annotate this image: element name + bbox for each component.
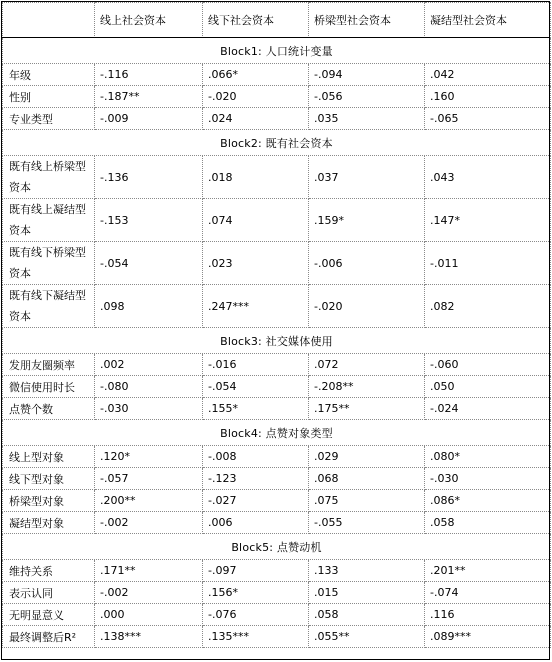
value-cell: -.076 [203, 604, 309, 626]
table-row [3, 512, 551, 534]
row-label: 线下型对象 [3, 468, 95, 490]
value-cell: .058 [425, 512, 551, 534]
value-cell: .135*** [203, 626, 309, 648]
row-label: 既有线上凝结型资本 [3, 199, 95, 242]
value-cell: -.097 [203, 560, 309, 582]
value-cell: .086* [425, 490, 551, 512]
value-cell: .042 [425, 64, 551, 86]
block-header-row [3, 328, 551, 354]
row-label: 最终调整后R² [3, 626, 95, 648]
value-cell: .155* [203, 398, 309, 420]
block-title: Block5: 点赞动机 [3, 534, 551, 560]
value-cell: .160 [425, 86, 551, 108]
value-cell: -.008 [203, 446, 309, 468]
row-label: 年级 [3, 64, 95, 86]
value-cell: -.208** [309, 376, 425, 398]
value-cell: .080* [425, 446, 551, 468]
block-title: Block3: 社交媒体使用 [3, 328, 551, 354]
block-title: Block2: 既有社会资本 [3, 130, 551, 156]
value-cell: .156* [203, 582, 309, 604]
value-cell: .050 [425, 376, 551, 398]
block-header-row [3, 420, 551, 446]
table-row [3, 242, 551, 285]
row-label: 线上型对象 [3, 446, 95, 468]
value-cell: .074 [203, 199, 309, 242]
value-cell: -.030 [425, 468, 551, 490]
row-label: 无明显意义 [3, 604, 95, 626]
value-cell: .133 [309, 560, 425, 582]
block-header-row [3, 534, 551, 560]
value-cell: .058 [309, 604, 425, 626]
value-cell: .055** [309, 626, 425, 648]
table-row [3, 376, 551, 398]
table-row [3, 108, 551, 130]
value-cell: .171** [95, 560, 203, 582]
table-row [3, 354, 551, 376]
value-cell: -.006 [309, 242, 425, 285]
row-label: 专业类型 [3, 108, 95, 130]
value-cell: -.016 [203, 354, 309, 376]
table-row [3, 490, 551, 512]
value-cell: .024 [203, 108, 309, 130]
header-cell-bridging-capital: 桥梁型社会资本 [309, 3, 425, 38]
value-cell: .029 [309, 446, 425, 468]
value-cell: .072 [309, 354, 425, 376]
value-cell: .098 [95, 285, 203, 328]
value-cell: -.074 [425, 582, 551, 604]
value-cell: .015 [309, 582, 425, 604]
table-row [3, 398, 551, 420]
value-cell: .035 [309, 108, 425, 130]
value-cell: -.080 [95, 376, 203, 398]
row-label: 维持关系 [3, 560, 95, 582]
row-label: 既有线下凝结型资本 [3, 285, 95, 328]
header-row [3, 3, 551, 38]
value-cell: -.030 [95, 398, 203, 420]
value-cell: .002 [95, 354, 203, 376]
value-cell: .175** [309, 398, 425, 420]
table-row [3, 626, 551, 648]
block-header-row [3, 130, 551, 156]
value-cell: .068 [309, 468, 425, 490]
value-cell: -.054 [203, 376, 309, 398]
block-header-row [3, 38, 551, 64]
value-cell: .120* [95, 446, 203, 468]
value-cell: -.020 [309, 285, 425, 328]
value-cell: -.060 [425, 354, 551, 376]
value-cell: .200** [95, 490, 203, 512]
value-cell: .037 [309, 156, 425, 199]
table-row [3, 285, 551, 328]
value-cell: .066* [203, 64, 309, 86]
table-row [3, 604, 551, 626]
table-row [3, 156, 551, 199]
value-cell: -.054 [95, 242, 203, 285]
value-cell: .023 [203, 242, 309, 285]
value-cell: -.187** [95, 86, 203, 108]
value-cell: .000 [95, 604, 203, 626]
value-cell: -.123 [203, 468, 309, 490]
row-label: 凝结型对象 [3, 512, 95, 534]
value-cell: .116 [425, 604, 551, 626]
value-cell: .006 [203, 512, 309, 534]
value-cell: -.002 [95, 582, 203, 604]
row-label: 既有线下桥梁型资本 [3, 242, 95, 285]
value-cell: -.094 [309, 64, 425, 86]
table-row [3, 560, 551, 582]
value-cell: .075 [309, 490, 425, 512]
row-label: 微信使用时长 [3, 376, 95, 398]
value-cell: .147* [425, 199, 551, 242]
row-label: 既有线上桥梁型资本 [3, 156, 95, 199]
value-cell: -.056 [309, 86, 425, 108]
header-cell-offline-capital: 线下社会资本 [203, 3, 309, 38]
value-cell: -.009 [95, 108, 203, 130]
value-cell: -.153 [95, 199, 203, 242]
value-cell: -.055 [309, 512, 425, 534]
table-row [3, 86, 551, 108]
value-cell: .247*** [203, 285, 309, 328]
header-cell-online-capital: 线上社会资本 [95, 3, 203, 38]
regression-table [2, 2, 551, 648]
value-cell: -.116 [95, 64, 203, 86]
table-row [3, 64, 551, 86]
table-row [3, 446, 551, 468]
value-cell: .089*** [425, 626, 551, 648]
row-label: 桥梁型对象 [3, 490, 95, 512]
value-cell: -.136 [95, 156, 203, 199]
block-title: Block1: 人口统计变量 [3, 38, 551, 64]
value-cell: .018 [203, 156, 309, 199]
value-cell: -.027 [203, 490, 309, 512]
table-row [3, 468, 551, 490]
header-cell-bonding-capital: 凝结型社会资本 [425, 3, 551, 38]
table-row [3, 199, 551, 242]
value-cell: -.020 [203, 86, 309, 108]
value-cell: .201** [425, 560, 551, 582]
value-cell: -.065 [425, 108, 551, 130]
value-cell: -.011 [425, 242, 551, 285]
value-cell: .159* [309, 199, 425, 242]
row-label: 性别 [3, 86, 95, 108]
value-cell: .043 [425, 156, 551, 199]
row-label: 点赞个数 [3, 398, 95, 420]
row-label: 发朋友圈频率 [3, 354, 95, 376]
value-cell: -.057 [95, 468, 203, 490]
value-cell: .138*** [95, 626, 203, 648]
row-label: 表示认同 [3, 582, 95, 604]
block-title: Block4: 点赞对象类型 [3, 420, 551, 446]
table-row [3, 582, 551, 604]
value-cell: .082 [425, 285, 551, 328]
value-cell: -.024 [425, 398, 551, 420]
header-cell-blank [3, 3, 95, 38]
value-cell: -.002 [95, 512, 203, 534]
